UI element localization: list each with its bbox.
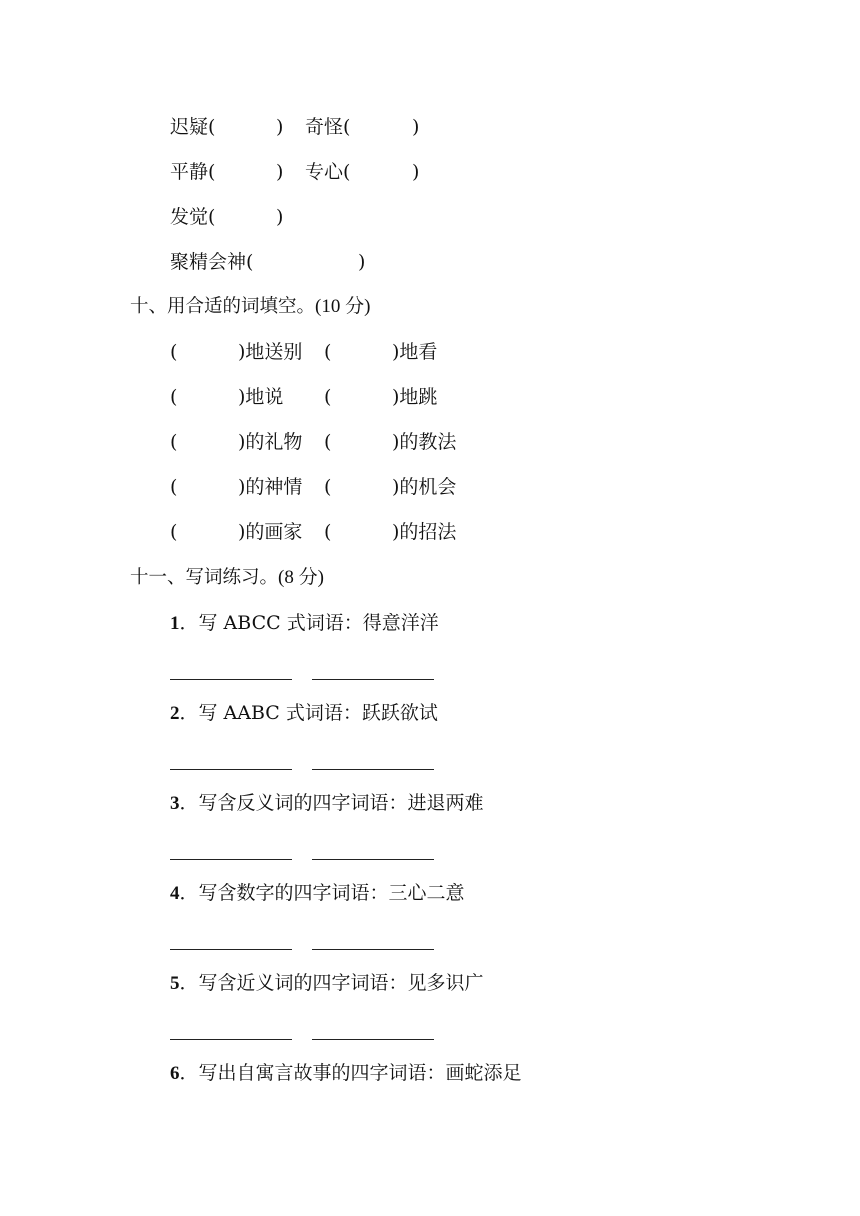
item-text: ．写含数字的四字词语：三心二意 (179, 882, 465, 904)
section-11-heading (130, 566, 324, 590)
fill-phrase: )的神情 (238, 476, 303, 498)
synonym-item-6: 聚精会神( (170, 251, 254, 273)
item-text: ．写 AABC 式词语：跃跃欲试 (179, 702, 438, 724)
fill-blank-open: ( (170, 341, 178, 363)
synonym-blank-close: ) (276, 116, 284, 138)
synonym-blank-close: ) (358, 251, 366, 273)
practice-item (170, 881, 465, 906)
fill-blank-open: ( (324, 431, 332, 453)
fill-phrase: )地送别 (238, 341, 303, 363)
fill-blank-open: ( (170, 476, 178, 498)
answer-blank[interactable] (170, 679, 292, 680)
synonym-blank-close: ) (412, 116, 420, 138)
synonym-item-4: 专心( (305, 161, 351, 183)
fill-phrase: )地跳 (392, 386, 438, 408)
fill-phrase: )的画家 (238, 521, 303, 543)
item-number: 3 (170, 793, 180, 814)
fill-blank-open: ( (324, 476, 332, 498)
synonym-item-2: 奇怪( (305, 116, 351, 138)
section-title: 十一、写词练习。 (130, 567, 279, 588)
item-text: ．写出自寓言故事的四字词语：画蛇添足 (179, 1062, 522, 1084)
fill-phrase: )地说 (238, 386, 284, 408)
answer-blank[interactable] (170, 949, 292, 950)
practice-item (170, 971, 484, 996)
fill-phrase: )的招法 (392, 521, 457, 543)
synonym-blank-close: ) (412, 161, 420, 183)
fill-blank-open: ( (170, 521, 178, 543)
fill-blank-open: ( (170, 386, 178, 408)
item-number: 4 (170, 883, 180, 904)
fill-phrase: )的礼物 (238, 431, 303, 453)
practice-item (170, 611, 439, 636)
fill-blank-open: ( (324, 341, 332, 363)
item-number: 5 (170, 973, 180, 994)
answer-blank[interactable] (312, 949, 434, 950)
item-number: 6 (170, 1063, 180, 1084)
section-title: 十、用合适的词填空。 (130, 296, 316, 317)
section-10-heading (130, 295, 370, 319)
synonym-item-3: 平静( (170, 161, 216, 183)
section-score: (10 分) (315, 296, 371, 317)
fill-blank-open: ( (170, 431, 178, 453)
answer-blank[interactable] (312, 679, 434, 680)
synonym-item-5: 发觉( (170, 206, 216, 228)
fill-phrase: )地看 (392, 341, 438, 363)
item-number: 2 (170, 703, 180, 724)
synonym-word: 迟疑( (170, 116, 216, 138)
fill-blank-open: ( (324, 521, 332, 543)
item-number: 1 (170, 613, 180, 634)
fill-phrase: )的机会 (392, 476, 457, 498)
fill-phrase: )的教法 (392, 431, 457, 453)
answer-blank[interactable] (312, 769, 434, 770)
answer-blank[interactable] (312, 859, 434, 860)
answer-blank[interactable] (170, 859, 292, 860)
fill-blank-open: ( (324, 386, 332, 408)
answer-blank[interactable] (312, 1039, 434, 1040)
synonym-blank-close: ) (276, 206, 284, 228)
item-text: ．写含近义词的四字词语：见多识广 (179, 972, 484, 994)
synonym-item-1 (170, 115, 215, 139)
answer-blank[interactable] (170, 769, 292, 770)
practice-item (170, 701, 438, 726)
practice-item (170, 1061, 522, 1086)
item-text: ．写含反义词的四字词语：进退两难 (179, 792, 484, 814)
section-score: (8 分) (278, 567, 324, 588)
practice-item (170, 791, 484, 816)
item-text: ．写 ABCC 式词语：得意洋洋 (179, 612, 439, 634)
answer-blank[interactable] (170, 1039, 292, 1040)
synonym-blank-close: ) (276, 161, 284, 183)
